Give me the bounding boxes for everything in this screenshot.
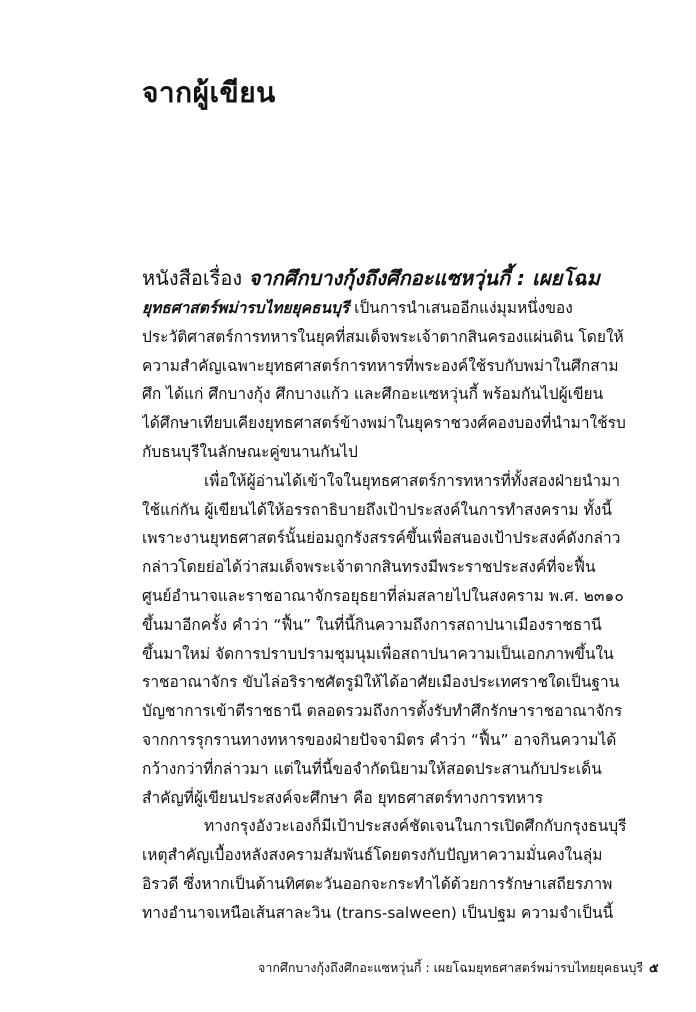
book-title-part-2: ยุทธศาสตร์พม่ารบไทยยุคธนบุรี [142,299,350,317]
paragraph-1-line: ความสำคัญเฉพาะยุทธศาสตร์การทหารที่พระองค์ใช้รบกับพม่าในศึกสาม [142,356,619,375]
paragraph-2-line: ใช้แก่กัน ผู้เขียนได้ให้อรรถาธิบายถึงเป้าประสงค์ในการทำสงคราม ทั้งนี้ [142,500,612,519]
page-number: ๕ [649,960,659,975]
paragraph-1-line: ประวัติศาสตร์การทหารในยุคที่สมเด็จพระเจ้าตากสินครองแผ่นดิน โดยให้ [142,327,624,346]
paragraph-3-line: เหตุสำคัญเบื้องหลังสงครามสัมพันธ์โดยตรงกับปัญหาความมั่นคงในลุ่ม [142,846,603,865]
paragraph-2-line: เพราะงานยุทธศาสตร์นั้นย่อมถูกรังสรรค์ขึ้นเพื่อสนองเป้าประสงค์ดังกล่าว [142,529,621,548]
paragraph-2-line: ราชอาณาจักร ขับไล่อริราชศัตรูมิให้ได้อาศัยเมืองประเทศราชใดเป็นฐาน [142,673,620,692]
paragraph-1-line: ได้ศึกษาเทียบเคียงยุทธศาสตร์ข้างพม่าในยุคราชวงศ์คองบองที่นำมาใช้รบ [142,414,626,433]
paragraph-1-line-2-rest: เป็นการนำเสนออีกแง่มุมหนึ่งของ [349,299,573,317]
paragraph-2-line: บัญชาการเข้าตีราชธานี ตลอดรวมถึงการตั้งรับทำศึกรักษาราชอาณาจักร [142,702,623,721]
paragraph-3-line: อิรวดี ซึ่งหากเป็นด้านทิศตะวันออกจะกระทำได้ด้วยการรักษาเสถียรภาพ [142,874,613,893]
page-footer [258,958,659,978]
paragraph-3-line: ทางอำนาจเหนือเส้นสาละวิน (trans-salween) เป็นปฐม ความจำเป็นนี้ [142,903,614,922]
paragraph-2-line: ขึ้นมาอีกครั้ง คำว่า “ฟื้น” ในที่นี้กินความถึงการสถาปนาเมืองราชธานี [142,615,602,634]
running-head: จากศึกบางกุ้งถึงศึกอะแซหวุ่นกี้ : เผยโฉมยุทธศาสตร์พม่ารบไทยยุคธนบุรี [258,960,644,975]
paragraph-2-line: กล่าวโดยย่อได้ว่าสมเด็จพระเจ้าตากสินทรงมีพระราชประสงค์ที่จะฟื้น [142,558,596,577]
paragraph-1-intro: หนังสือเรื่อง [142,266,249,290]
paragraph-1-line: กับธนบุรีในลักษณะคู่ขนานกันไป [142,442,358,461]
paragraph-3-line: ทางกรุงอังวะเองก็มีเป้าประสงค์ชัดเจนในการเปิดศึกกับกรุงธนบุรี [204,817,626,836]
paragraph-2-line: กว้างกว่าที่กล่าวมา แต่ในที่นี้ขอจำกัดนิยามให้สอดประสานกับประเด็น [142,759,602,778]
paragraph-2-line: ขึ้นมาใหม่ จัดการปราบปรามชุมนุมเพื่อสถาปนาความเป็นเอกภาพขึ้นใน [142,644,614,663]
paragraph-2-line: สำคัญที่ผู้เขียนประสงค์จะศึกษา คือ ยุทธศาสตร์ทางการทหาร [142,788,544,807]
paragraph-1-line-2 [142,294,626,323]
paragraph-2-line: ศูนย์อำนาจและราชอาณาจักรอยุธยาที่ล่มสลายไปในสงคราม พ.ศ. ๒๓๑๐ [142,586,624,605]
paragraph-2-line: เพื่อให้ผู้อ่านได้เข้าใจในยุทธศาสตร์การทหารที่ทั้งสองฝ่ายนำมา [204,471,621,490]
body-text [142,262,626,928]
paragraph-1-line-1 [142,262,626,294]
paragraph-1-line: ศึก ได้แก่ ศึกบางกุ้ง ศึกบางแก้ว และศึกอะแซหวุ่นกี้ พร้อมกันไปผู้เขียน [142,385,604,404]
paragraph-2-line: จากการรุกรานทางทหารของฝ่ายปัจจามิตร คำว่า “ฟื้น” อาจกินความได้ [142,730,617,749]
chapter-heading: จากผู้เขียน [142,76,276,109]
book-title-part-1: จากศึกบางกุ้งถึงศึกอะแซหวุ่นกี้ : เผยโฉม [248,266,600,290]
